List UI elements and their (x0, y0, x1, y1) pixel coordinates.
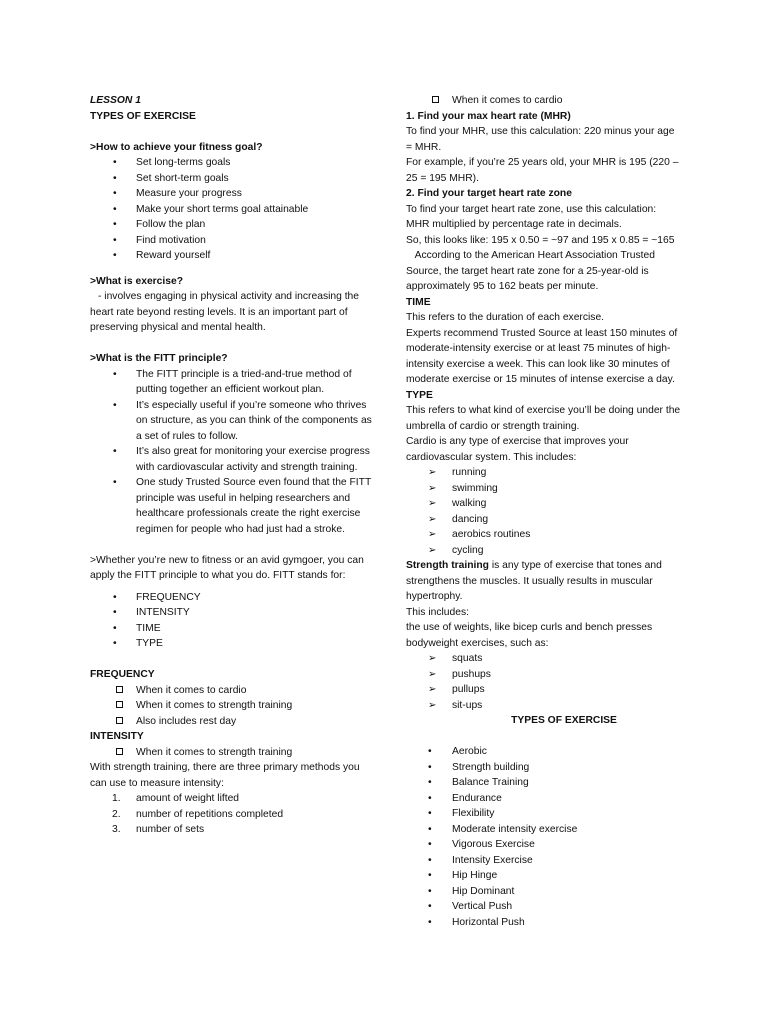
step1-heading: 1. Find your max heart rate (MHR) (406, 110, 571, 122)
list-item: 3. number of sets (112, 824, 205, 835)
time-text-2: Experts recommend Trusted Source at least 150 minutes of moderate-intensity exercise or at least 75 minutes of high-intensity exercise a week. This can look like 30 minutes of moderate exercise or 15 minutes of intense exercise a day. (406, 327, 678, 385)
list-item: • INTENSITY (113, 607, 190, 618)
fitt-intro: >Whether you’re new to fitness or an avid gymgoer, you can apply the FITT principle to what you do. FITT stands for: (90, 554, 364, 581)
list-item: • Intensity Exercise (428, 854, 533, 866)
list-item: • Hip Hinge (428, 870, 498, 881)
list-item: ➢ sit-ups (406, 698, 682, 714)
step2-calc: So, this looks like: 195 x 0.50 = ~97 and 195 x 0.85 = ~165 (406, 234, 675, 246)
list-item: ➢ running (406, 465, 682, 481)
arrow-bullet-icon: ➢ (428, 668, 437, 680)
arrow-bullet-icon: ➢ (428, 529, 437, 540)
list-item: 2. number of repetitions completed (112, 808, 284, 820)
frequency-list (90, 683, 375, 730)
left-column (90, 93, 375, 838)
includes-text: This includes: (406, 606, 469, 618)
question-exercise: >What is exercise? (90, 275, 184, 287)
checkbox-icon (116, 701, 123, 708)
list-item: • TIME (113, 622, 161, 634)
list-item: • Endurance (428, 792, 502, 804)
list-item: • Moderate intensity exercise (428, 823, 578, 835)
intensity-text: With strength training, there are three primary methods you can use to measure intensity: (90, 762, 360, 789)
list-item: ➢ walking (406, 496, 682, 512)
arrow-bullet-icon: ➢ (428, 467, 437, 478)
list-item: ➢ dancing (406, 512, 682, 528)
exercise-definition: - involves engaging in physical activity and increasing the heart rate beyond resting levels. It is an important part of preserving physical and mental health. (90, 291, 360, 333)
checkbox-icon (116, 748, 123, 755)
arrow-bullet-icon: ➢ (428, 513, 437, 525)
step2-text: To find your target heart rate zone, use this calculation: MHR multiplied by percentage rate in decimals. (406, 203, 657, 230)
list-item: ➢ pushups (406, 667, 682, 683)
goals-list (90, 155, 375, 264)
list-item: • The FITT principle is a tried-and-true method of putting together an efficient workout plan. (113, 368, 352, 395)
list-item: • Set short-term goals (113, 172, 229, 184)
list-item: • It’s especially useful if you’re someone who thrives on structure, as you can think of the components as a set of rules to follow. (113, 399, 372, 442)
arrow-bullet-icon: ➢ (428, 482, 437, 494)
checkbox-icon (116, 717, 123, 724)
arrow-bullet-icon: ➢ (428, 544, 437, 556)
list-item: • Balance Training (428, 777, 529, 788)
list-item: • Horizontal Push (428, 916, 525, 928)
right-column (406, 93, 682, 930)
step2-aha: According to the American Heart Association Trusted Source, the target heart rate zone for a 25-year-old is approximately 95 to 162 beats per minute. (406, 250, 658, 292)
list-item: • Set long-terms goals (113, 157, 231, 168)
list-item: Also includes rest day (90, 714, 375, 730)
list-item: • Aerobic (428, 746, 487, 757)
list-item: When it comes to strength training (90, 698, 375, 714)
bodyweight-text: bodyweight exercises, such as: (406, 637, 549, 649)
type-heading: TYPE (406, 389, 433, 401)
list-item: ➢ pullups (406, 682, 682, 698)
weights-text: the use of weights, like bicep curls and bench presses (406, 622, 653, 633)
type-text-2: Cardio is any type of exercise that improves your cardiovascular system. This includes: (406, 436, 629, 463)
lesson-label: LESSON 1 (90, 95, 141, 106)
list-item: ➢ squats (406, 651, 682, 667)
list-item: • One study Trusted Source even found that the FITT principle was useful in helping researchers and healthcare professionals create the right exercise regimen for people who had just had a stroke. (113, 477, 372, 535)
list-item: 1. amount of weight lifted (112, 793, 240, 804)
list-item: When it comes to cardio (90, 683, 375, 699)
list-item: • TYPE (113, 638, 163, 649)
page-title: TYPES OF EXERCISE (90, 110, 196, 122)
list-item: ➢ cycling (406, 543, 682, 559)
fitt-points-list (90, 367, 375, 538)
step1-example: For example, if you’re 25 years old, your MHR is 195 (220 – 25 = 195 MHR). (406, 157, 679, 184)
frequency-heading: FREQUENCY (90, 669, 155, 680)
list-item: When it comes to strength training (90, 745, 375, 761)
cardio-check-list (406, 93, 682, 109)
arrow-bullet-icon: ➢ (428, 498, 437, 509)
intensity-heading: INTENSITY (90, 731, 144, 742)
list-item: • It’s also great for monitoring your exercise progress with cardiovascular activity and strength training. (113, 446, 370, 473)
list-item: • Vigorous Exercise (428, 839, 535, 850)
list-item: • Measure your progress (113, 188, 242, 199)
list-item: When it comes to cardio (406, 93, 682, 109)
time-heading: TIME (406, 296, 431, 308)
arrow-bullet-icon: ➢ (428, 699, 437, 711)
step2-heading: 2. Find your target heart rate zone (406, 188, 572, 199)
list-item: • Follow the plan (113, 219, 206, 230)
fitt-items-list (90, 590, 375, 652)
list-item: ➢ aerobics routines (406, 527, 682, 543)
question-fitt: >What is the FITT principle? (90, 353, 228, 364)
list-item: ➢ swimming (406, 481, 682, 497)
checkbox-icon (116, 686, 123, 693)
step1-text: To find your MHR, use this calculation: 220 minus your age = MHR. (406, 126, 675, 153)
bodyweight-list (406, 651, 682, 713)
list-item: • Find motivation (113, 234, 206, 246)
list-item: • Vertical Push (428, 901, 513, 912)
list-item: • Make your short terms goal attainable (113, 203, 309, 215)
list-item: • Reward yourself (113, 250, 211, 261)
cardio-list (406, 465, 682, 558)
intensity-list (90, 745, 375, 761)
time-text-1: This refers to the duration of each exercise. (406, 312, 605, 323)
checkbox-icon (432, 96, 439, 103)
arrow-bullet-icon: ➢ (428, 684, 437, 695)
arrow-bullet-icon: ➢ (428, 653, 437, 664)
question-fitness-goal: >How to achieve your fitness goal? (90, 141, 263, 153)
types-list (406, 744, 682, 930)
list-item: • Strength building (428, 761, 530, 773)
intensity-methods-list (90, 791, 375, 838)
list-item: • Flexibility (428, 808, 495, 819)
list-item: • Hip Dominant (428, 885, 515, 897)
strength-text: Strength training is any type of exercise that tones and strengthens the muscles. It usually results in muscular hypertrophy. (406, 560, 662, 602)
list-item: • FREQUENCY (113, 591, 201, 603)
types-heading: TYPES OF EXERCISE (511, 715, 617, 726)
type-text-1: This refers to what kind of exercise you’ll be doing under the umbrella of cardio or strength training. (406, 405, 681, 432)
